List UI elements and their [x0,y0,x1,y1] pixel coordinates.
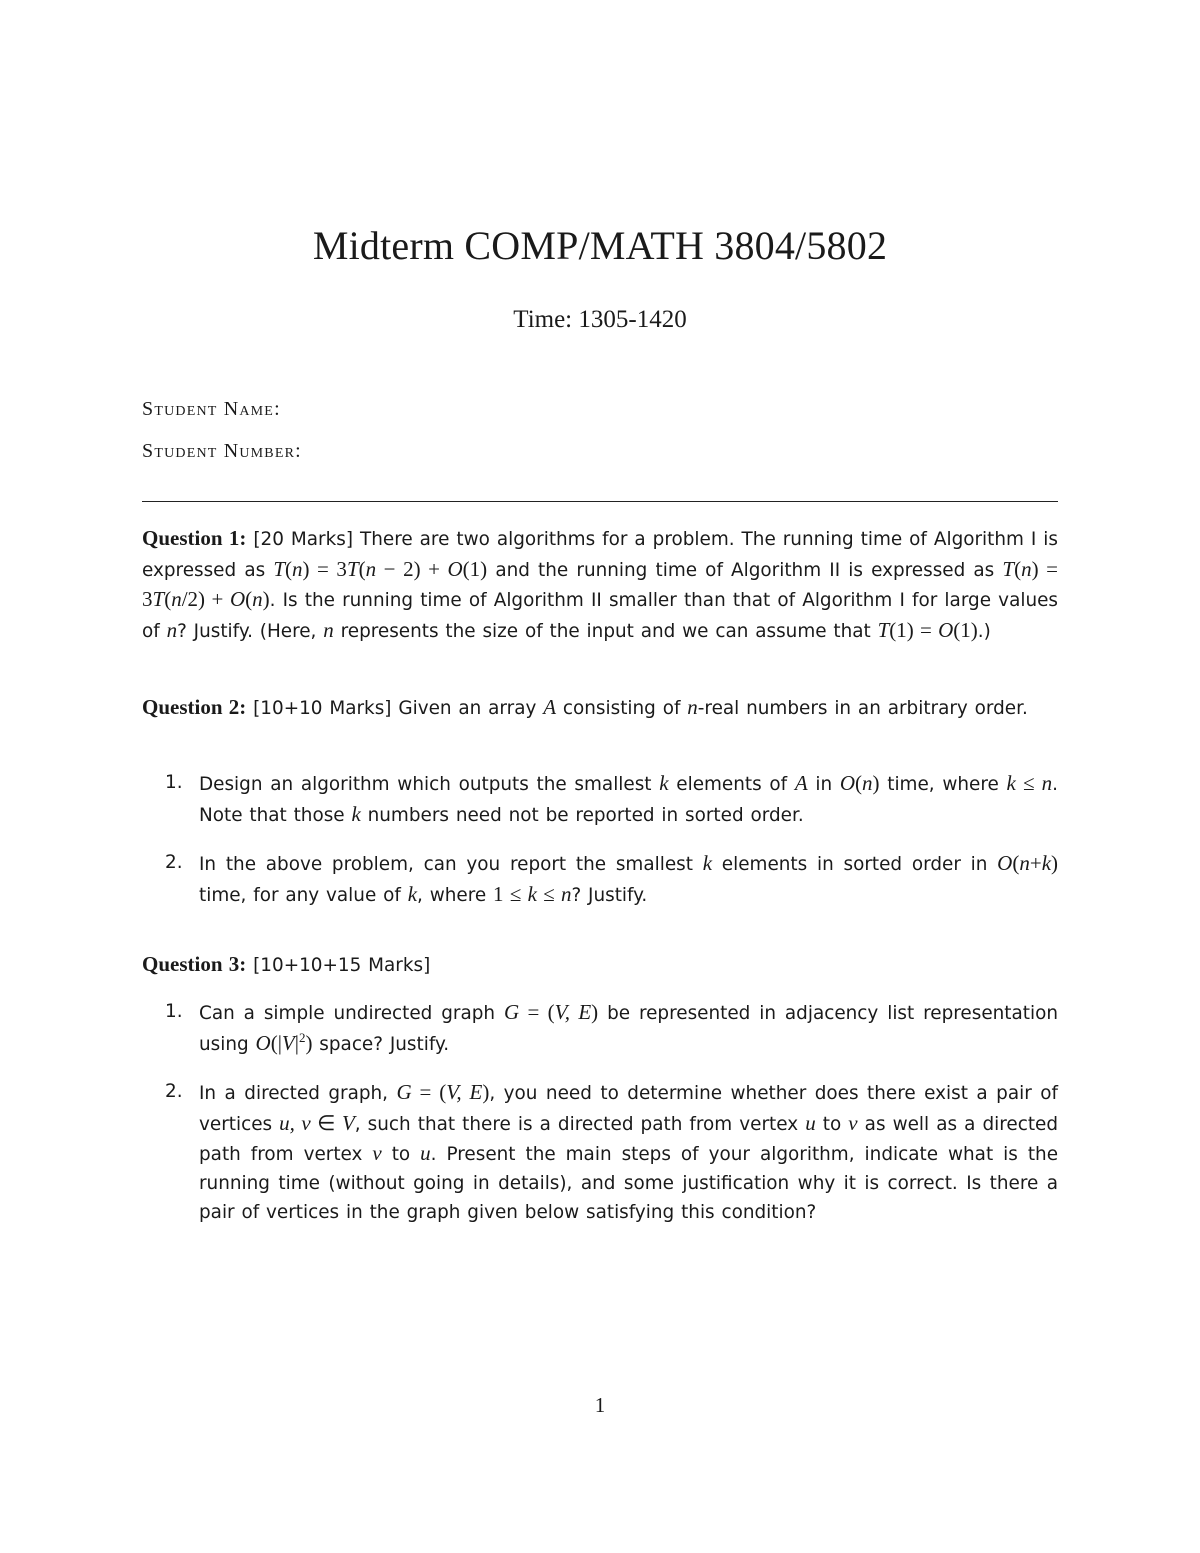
item-number: 1. [165,772,183,793]
question-3-label: Question 3: [142,952,247,976]
item-number: 2. [165,852,183,874]
question-2-label: Question 2: [142,695,247,719]
question-1-label: Question 1: [142,526,247,550]
list-item [142,849,1058,910]
question-3 [142,950,1058,981]
question-2-part-1-text: Design an algorithm which outputs the smallest k elements of A in O(n) time, where k ≤ n. Note that those k numbers need not be reported in sorted order. [199,771,1058,826]
question-3-parts [142,998,1058,1227]
question-3-part-1-text: Can a simple undirected graph G = (V, E) be represented in adjacency list representation using $O(|V|^2)$ space? Justify. [199,1000,1059,1055]
question-3-part-2-text: In a directed graph, G = (V, E), you need to determine whether does there exist a pair of vertices u, v ∈ V, such that there is a directed path from vertex u to v as well as a directed path from vertex v to u. Present the main steps of your algorithm, indicate what is the running time (without going in details), and some justification why it is correct. Is there a pair of vertices in the graph given below satisfying this condition? [199,1080,1059,1223]
question-1-text: There are two algorithms for a problem. The running time of Algorithm I is expressed as T(n) = 3T(n − 2) + O(1) and the running time of Algorithm II is expressed as T(n) = 3T(n/2) + O(n). Is the running time of Algorithm II smaller than that of Algorithm I for large values of n? Justify. (Here, n represents the size of the input and we can assume that T(1) = O(1).) [142,529,1058,642]
item-number: 2. [165,1081,183,1103]
question-2-text: Given an array A consisting of n-real numbers in an arbitrary order. [398,695,1028,719]
question-1-marks: [20 Marks] [253,529,354,550]
question-2 [142,693,1058,724]
list-item [142,998,1058,1059]
student-name-label: Student Name: [142,398,281,420]
student-number-label: Student Number: [142,440,302,462]
question-1 [142,524,1058,646]
question-2-part-2-text: In the above problem, can you report the smallest k elements in sorted order in O(n+k) time, for any value of k, where 1 ≤ k ≤ n? Justify. [199,851,1059,906]
question-2-parts [142,769,1058,910]
page-title: Midterm COMP/MATH 3804/5802 [312,223,888,268]
list-item [142,1078,1058,1227]
list-item [142,769,1058,830]
item-number: 1. [165,1001,183,1022]
question-2-marks: [10+10 Marks] [253,698,392,719]
page-number: 1 [594,1393,606,1417]
exam-time: Time: 1305-1420 [513,306,687,333]
divider [142,501,1058,502]
question-3-marks: [10+10+15 Marks] [253,955,431,976]
